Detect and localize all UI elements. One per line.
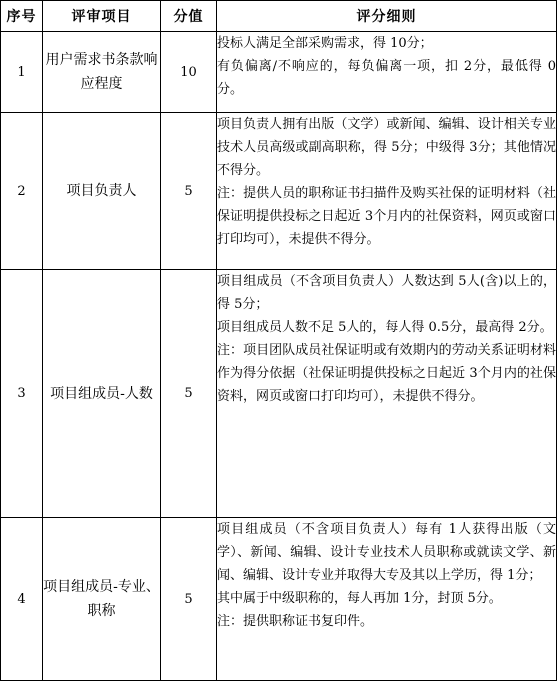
detail-line: 项目组成员（不含项目负责人）人数达到 5人(含)以上的，得 5分； xyxy=(217,274,556,312)
review-item: 项目负责人 xyxy=(43,113,161,270)
detail-line: 项目负责人拥有出版（文学）或新闻、编辑、设计相关专业技术人员高级或副高职称，得 5分；中级得 3分；其他情况不得分。 xyxy=(217,117,556,178)
detail-line: 注：项目团队成员社保证明或有效期内的劳动关系证明材料作为得分依据（社保证明提供投标之日起近 3个月内的社保资料，网页或窗口打印均可），未提供不得分。 xyxy=(217,343,556,404)
row-number: 3 xyxy=(1,270,43,518)
detail-line: 注：提供人员的职称证书扫描件及购买社保的证明材料（社保证明提供投标之日起近 3个月内的社保资料，网页或窗口打印均可），未提供不得分。 xyxy=(217,186,556,247)
score-value: 5 xyxy=(161,518,217,681)
score-value: 5 xyxy=(161,270,217,518)
row-number: 2 xyxy=(1,113,43,270)
review-item: 项目组成员-人数 xyxy=(43,270,161,518)
review-item: 用户需求书条款响应程度 xyxy=(43,32,161,113)
scoring-detail xyxy=(217,113,557,270)
detail-line: 注：提供职称证书复印件。 xyxy=(217,614,374,629)
score-value: 10 xyxy=(161,32,217,113)
header-no: 序号 xyxy=(1,1,43,32)
header-item: 评审项目 xyxy=(43,1,161,32)
scoring-detail xyxy=(217,518,557,681)
row-number: 4 xyxy=(1,518,43,681)
header-score: 分值 xyxy=(161,1,217,32)
scoring-detail xyxy=(217,270,557,518)
row-number: 1 xyxy=(1,32,43,113)
table-row xyxy=(1,113,557,270)
table-row xyxy=(1,518,557,681)
table-row xyxy=(1,270,557,518)
review-item: 项目组成员-专业、职称 xyxy=(43,518,161,681)
detail-line: 项目组成员人数不足 5人的，每人得 0.5分，最高得 2分。 xyxy=(217,320,553,335)
detail-line: 其中属于中级职称的，每人再加 1分，封顶 5分。 xyxy=(217,591,502,606)
detail-line: 有负偏离/不响应的，每负偏离一项，扣 2分，最低得 0分。 xyxy=(217,59,556,97)
scoring-detail xyxy=(217,32,557,113)
table-header-row xyxy=(1,1,557,32)
detail-line: 项目组成员（不含项目负责人）每有 1人获得出版（文学）、新闻、编辑、设计专业技术人员职称或就读文学、新闻、编辑、设计专业并取得大专及其以上学历，得 1分； xyxy=(217,522,556,583)
header-detail: 评分细则 xyxy=(217,1,557,32)
table-row xyxy=(1,32,557,113)
detail-line: 投标人满足全部采购需求，得 10分； xyxy=(217,36,433,51)
score-value: 5 xyxy=(161,113,217,270)
